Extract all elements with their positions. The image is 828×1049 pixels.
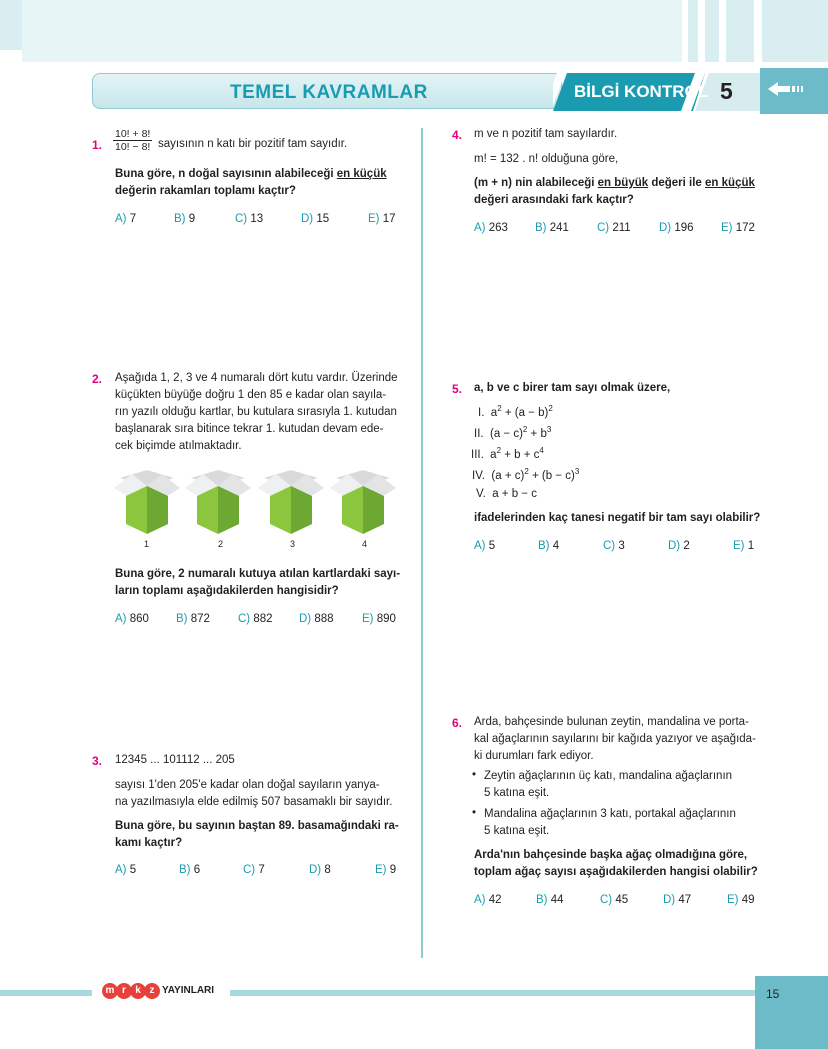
q6-ask-2: toplam ağaç sayısı aşağıdakilerden hangisi olabilir? [474,866,758,878]
q3-ask-2: kamı kaçtır? [115,837,183,849]
q1-ask-2: değerin rakamları toplamı kaçtır? [115,185,296,197]
q3-option-a[interactable]: A) 5 [115,864,137,876]
q2-line: Aşağıda 1, 2, 3 ve 4 numaralı dört kutu vardır. Üzerinde [115,372,398,384]
q5-option-b[interactable]: B) 4 [538,540,560,552]
q6-number: 6. [452,716,463,730]
q3-ask-1: Buna göre, bu sayının baştan 89. basamağındaki ra- [115,820,399,832]
q2-option-b[interactable]: B) 872 [176,613,210,625]
q2-option-a[interactable]: A) 860 [115,613,149,625]
q2-option-c[interactable]: C) 882 [238,613,273,625]
q6-option-e[interactable]: E) 49 [727,894,755,906]
arrow-left-icon [760,68,828,114]
q6-option-d[interactable]: D) 47 [663,894,692,906]
q2-number: 2. [92,372,103,386]
q6-bullet-1a: Zeytin ağaçlarının üç katı, mandalina ağaçlarının [484,770,733,782]
q6-option-a[interactable]: A) 42 [474,894,502,906]
q4-option-b[interactable]: B) 241 [535,222,569,234]
q5-expr-1: I. $a^2 + (a - b)^2$ [478,404,553,419]
q4-option-e[interactable]: E) 172 [721,222,755,234]
q1-option-a[interactable]: A) 7 [115,213,137,225]
box-image [114,470,180,536]
q2-line: rın yazılı olduğu kartlar, bu kutulara sırasıyla 1. kutudan [115,406,397,418]
q1-fraction: $\frac{10! + 8!}{10! - 8!}$ [115,128,151,153]
q6-ask-1: Arda'nın bahçesinde başka ağaç olmadığına göre, [474,849,748,861]
q5-number: 5. [452,382,463,396]
q5-expr-4: IV. $(a + c)^2 + (b - c)^3$ [472,467,580,482]
q3-option-d[interactable]: D) 8 [309,864,331,876]
q6-line: kal ağaçlarının sayılarını bir kağıda yazıyor ve aşağıda- [474,733,756,745]
q6-bullet-2a: Mandalina ağaçlarının 3 katı, portakal ağaçlarının [484,808,736,820]
q5-option-a[interactable]: A) 5 [474,540,496,552]
q5-ask: ifadelerinden kaç tanesi negatif bir tam sayı olabilir? [474,512,761,524]
box-image [258,470,324,536]
q2-line: cek biçimde atılmaktadır. [115,440,242,452]
q2-ask-2: ların toplamı aşağıdakilerden hangisidir? [115,585,339,597]
q4-ask-2: değeri arasındaki fark kaçtır? [474,194,634,206]
publisher-name: YAYINLARI [162,985,215,996]
q4-option-a[interactable]: A) 263 [474,222,508,234]
q2-ask-1: Buna göre, 2 numaralı kutuya atılan kartlardaki sayı- [115,568,401,580]
box-label: 1 [144,539,150,549]
page-number: 15 [766,987,780,1001]
q6-line: ki durumları fark ediyor. [474,750,594,762]
q6-option-b[interactable]: B) 44 [536,894,564,906]
section-number: 5 [720,78,733,104]
q3-line: sayısı 1'den 205'e kadar olan doğal sayıların yanya- [115,779,380,791]
header-title: TEMEL KAVRAMLAR [230,82,428,103]
q3-option-c[interactable]: C) 7 [243,864,265,876]
q4-line: m ve n pozitif tam sayılardır. [474,128,618,140]
q2-line: başlanarak sıra bitince tekrar 1. kutudan devam ede- [115,423,384,435]
q1-stem: sayısının n katı bir pozitif tam sayıdır. [158,138,348,150]
q5-expr-3: III. $a^2 + b + c^4$ [471,446,544,461]
q1-option-c[interactable]: C) 13 [235,213,264,225]
bullet-icon: • [472,769,477,781]
q2-line: küçükten büyüğe doğru 1 den 85 e kadar olan sayıla- [115,389,387,401]
q5-expr-5: V. a + b − c [476,488,537,500]
box-image [185,470,251,536]
q1-option-e[interactable]: E) 17 [368,213,396,225]
footer-line [0,990,92,996]
q4-ask-1: (m + n) nin alabileceği en büyük değeri ile en küçük [474,177,755,189]
q3-line: na yazılmasıyla elde edilmiş 507 basamaklı bir sayıdır. [115,796,393,808]
q3-option-e[interactable]: E) 9 [375,864,397,876]
box-image [330,470,396,536]
q6-bullet-1b: 5 katına eşit. [484,787,550,799]
q6-bullet-2b: 5 katına eşit. [484,825,550,837]
q5-stem: a, b ve c birer tam sayı olmak üzere, [474,382,671,394]
q5-option-c[interactable]: C) 3 [603,540,625,552]
q4-number: 4. [452,128,463,142]
q5-option-e[interactable]: E) 1 [733,540,755,552]
q3-number: 3. [92,754,103,768]
box-label: 3 [290,539,296,549]
box-label: 4 [362,539,368,549]
q4-option-d[interactable]: D) 196 [659,222,694,234]
q1-ask-1: Buna göre, n doğal sayısının alabileceği en küçük [115,168,387,180]
q3-line: 12345 ... 101112 ... 205 [115,754,235,766]
q6-option-c[interactable]: C) 45 [600,894,629,906]
bullet-icon: • [472,807,477,819]
publisher-logo: m r k z YAYINLARI [102,983,214,1001]
q1-number: 1. [92,138,103,152]
column-divider [421,128,423,958]
q2-option-d[interactable]: D) 888 [299,613,334,625]
q1-option-b[interactable]: B) 9 [174,213,196,225]
q5-expr-2: II. $(a - c)^2 + b^3$ [474,425,552,440]
q4-line: m! = 132 . n! olduğuna göre, [474,153,619,165]
top-decoration [0,0,828,62]
q4-option-c[interactable]: C) 211 [597,222,631,234]
box-label: 2 [218,539,224,549]
q2-option-e[interactable]: E) 890 [362,613,396,625]
section-label: BİLGİ KONTROL [574,82,709,101]
footer-line [230,990,755,996]
q3-option-b[interactable]: B) 6 [179,864,201,876]
q1-option-d[interactable]: D) 15 [301,213,330,225]
q6-line: Arda, bahçesinde bulunan zeytin, mandalina ve porta- [474,716,749,728]
q5-option-d[interactable]: D) 2 [668,540,690,552]
